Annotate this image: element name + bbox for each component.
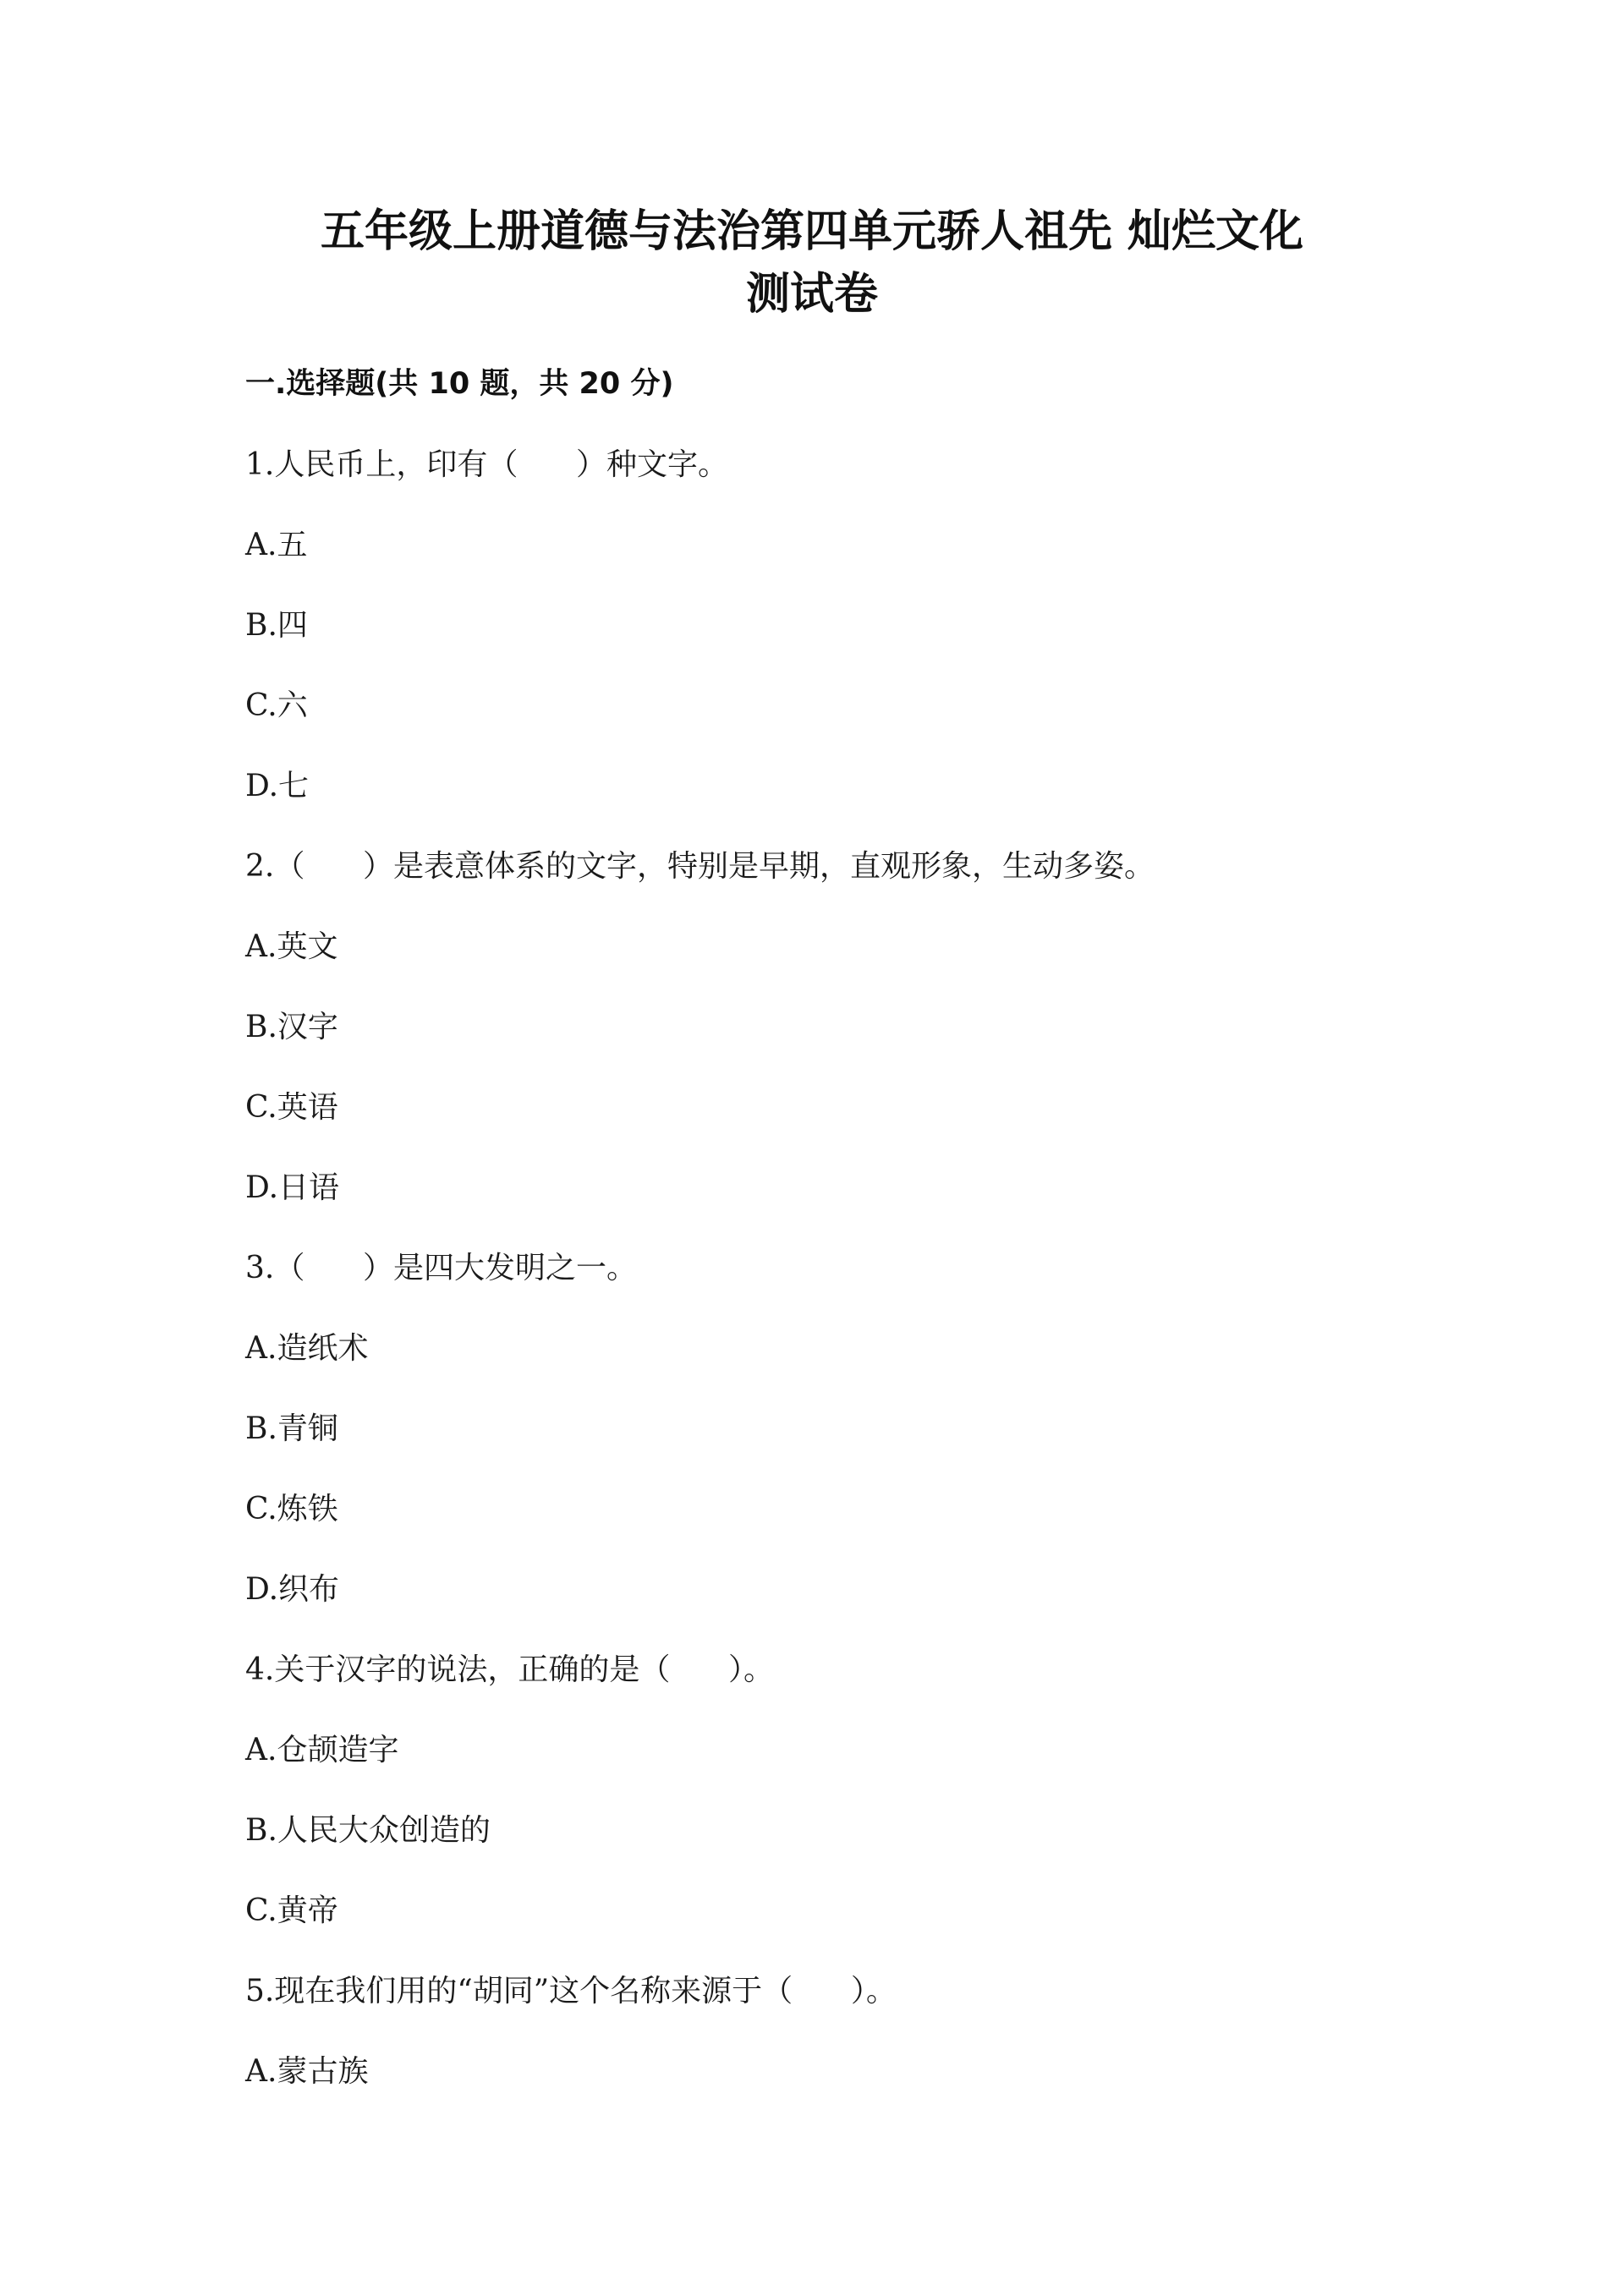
question-1-option-d: D.七 xyxy=(245,769,310,803)
question-5-option-a: A.蒙古族 xyxy=(245,2054,369,2089)
exam-title-line-2: 测试卷 xyxy=(745,268,878,320)
question-2-option-c: C.英语 xyxy=(245,1090,338,1125)
question-4-stem: 4.关于汉字的说法，正确的是（ ）。 xyxy=(245,1652,775,1687)
question-3-option-b: B.青铜 xyxy=(245,1411,338,1446)
question-3-option-d: D.织布 xyxy=(245,1572,340,1607)
question-2-option-a: A.英文 xyxy=(245,929,338,964)
question-2-option-d: D.日语 xyxy=(245,1170,340,1205)
question-1-option-b: B.四 xyxy=(245,608,308,643)
question-4-option-c: C.黄帝 xyxy=(245,1893,338,1928)
section-heading-multiple-choice: 一.选择题(共 10 题，共 20 分) xyxy=(245,367,674,401)
question-4-option-b: B.人民大众创造的 xyxy=(245,1813,491,1848)
question-1-stem: 1.人民币上，印有（ ）种文字。 xyxy=(245,447,729,482)
question-3-option-c: C.炼铁 xyxy=(245,1492,338,1526)
question-1-option-c: C.六 xyxy=(245,688,308,723)
question-5-stem: 5.现在我们用的“胡同”这个名称来源于（ ）。 xyxy=(245,1974,897,2008)
question-2-option-b: B.汉字 xyxy=(245,1010,338,1044)
question-2-stem: 2.（ ）是表意体系的文字，特别是早期，直观形象，生动多姿。 xyxy=(245,849,1155,884)
question-3-option-a: A.造纸术 xyxy=(245,1331,369,1366)
question-3-stem: 3.（ ）是四大发明之一。 xyxy=(245,1251,638,1285)
question-4-option-a: A.仓颉造字 xyxy=(245,1733,399,1767)
exam-title-line-1: 五年级上册道德与法治第四单元骄人祖先 灿烂文化 xyxy=(320,205,1304,257)
question-1-option-a: A.五 xyxy=(245,528,308,562)
